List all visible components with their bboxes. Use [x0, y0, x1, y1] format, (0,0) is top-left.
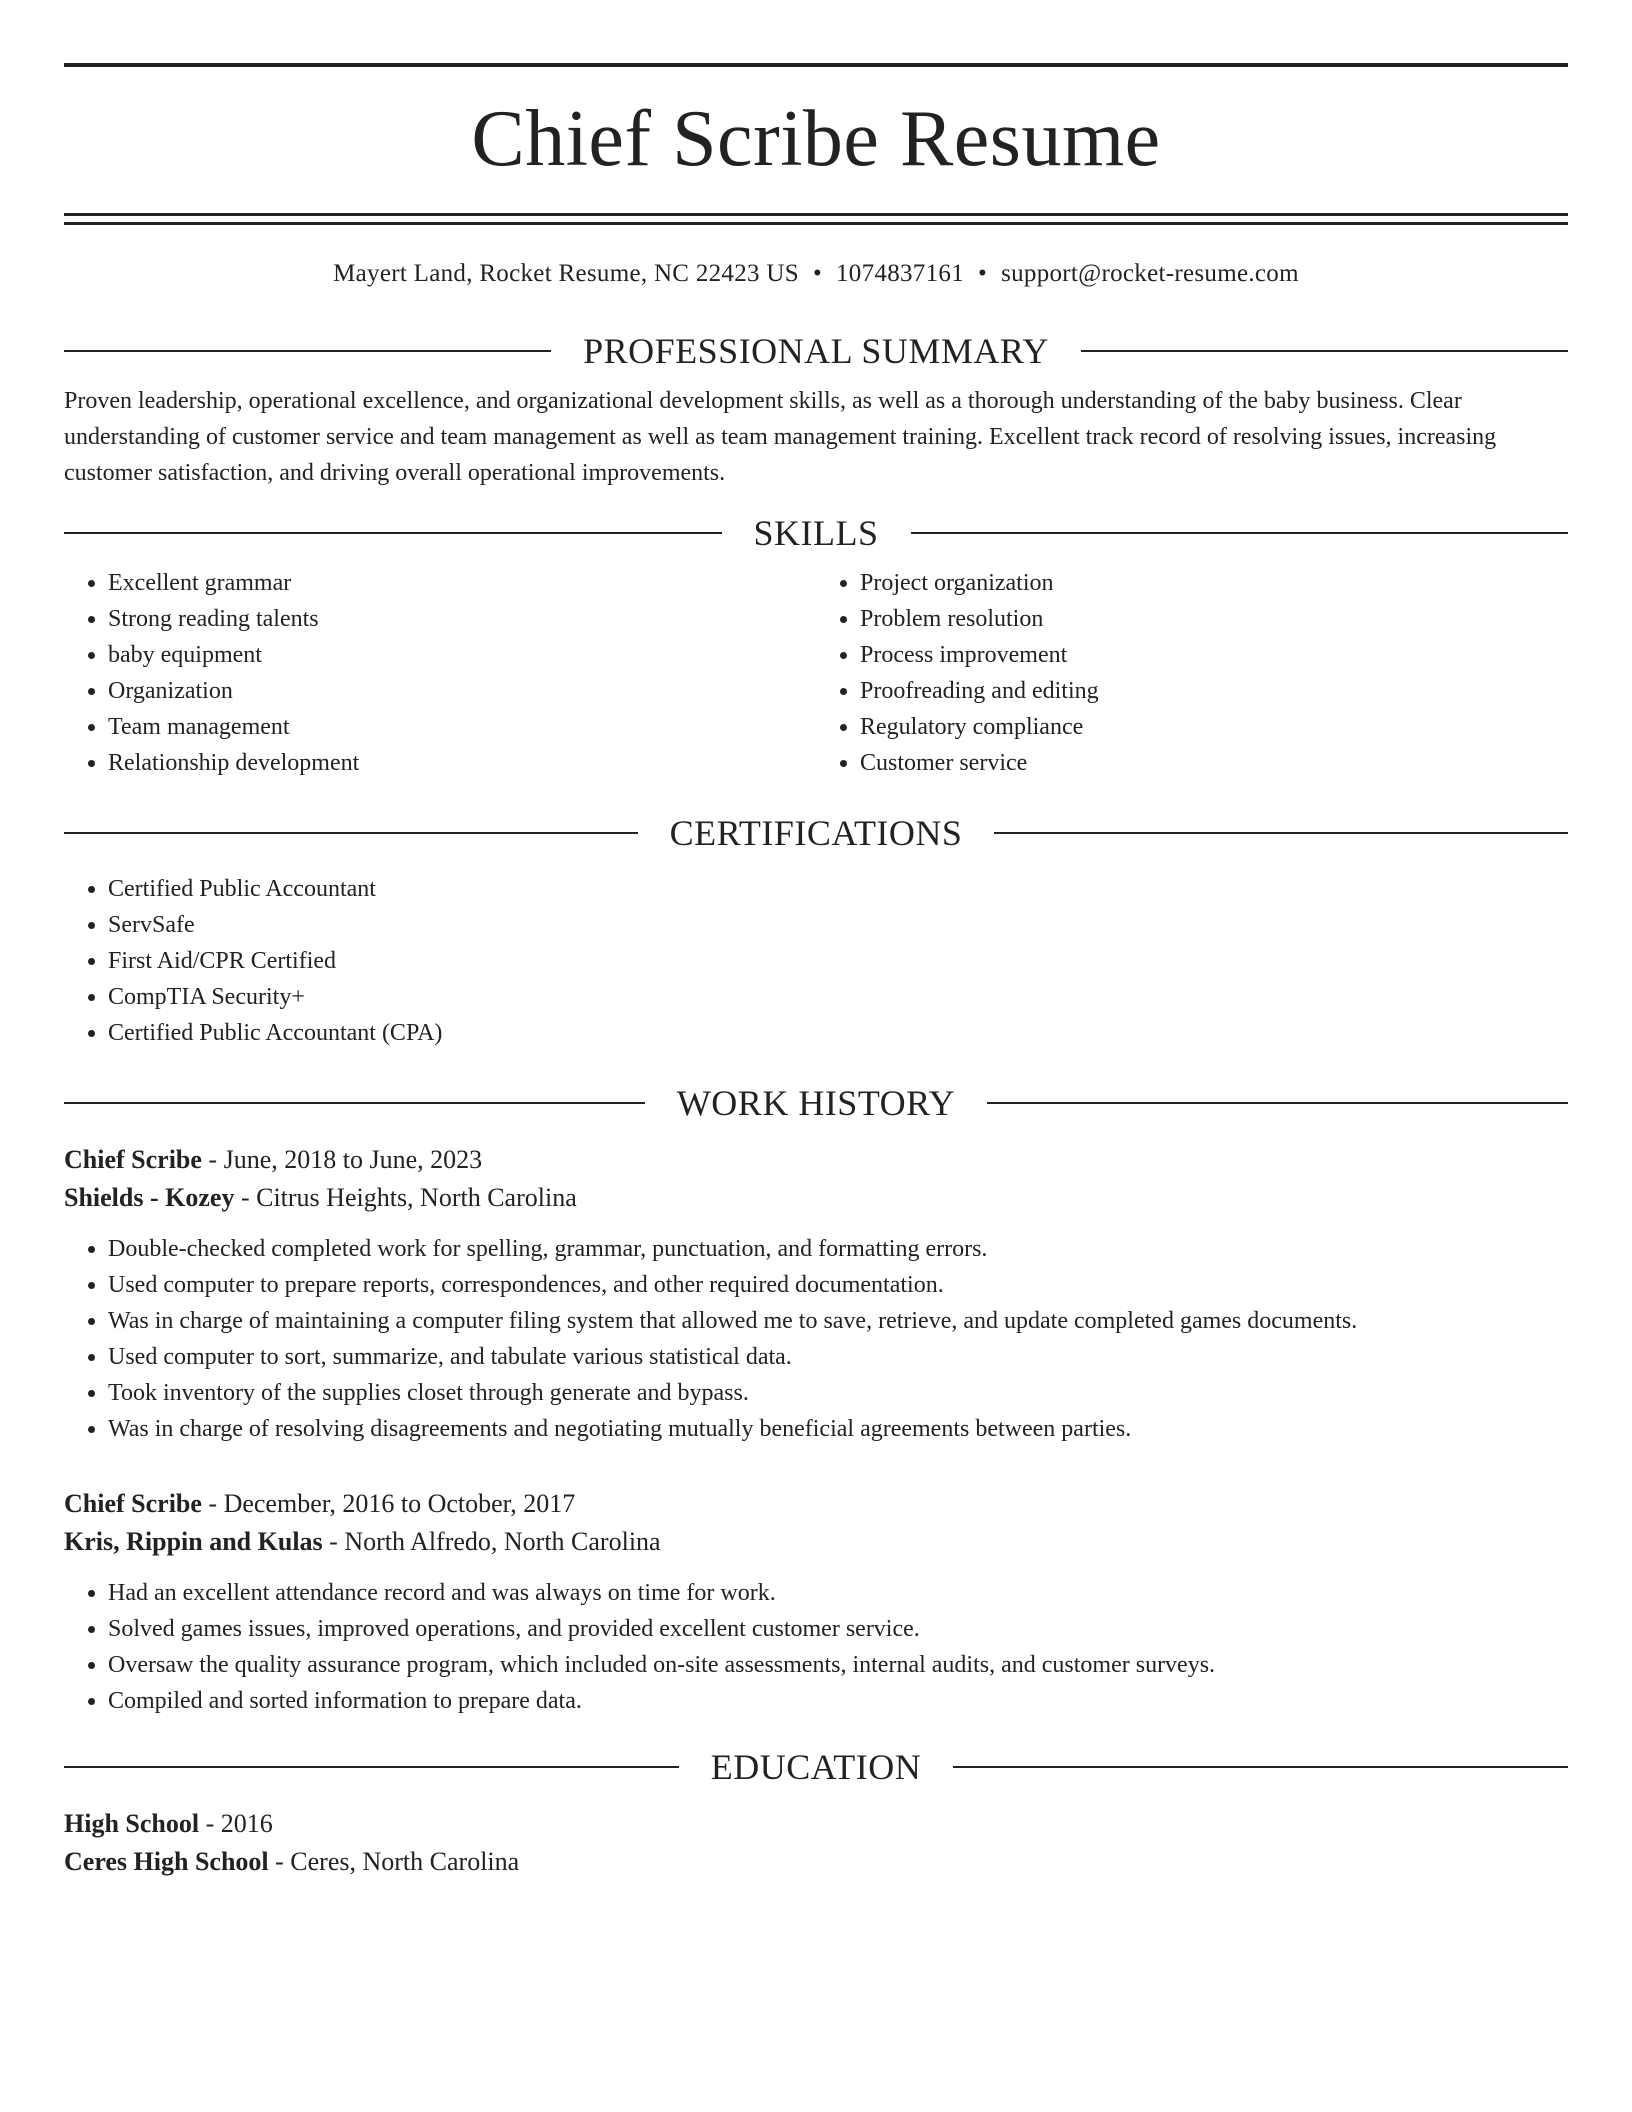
heading-rule-left — [64, 1766, 679, 1768]
list-item: • Project organization — [860, 565, 1568, 601]
contact-phone: 1074837161 — [836, 260, 964, 287]
job-company: Shields - Kozey — [64, 1183, 235, 1212]
contact-separator: • — [978, 260, 988, 287]
list-item: • Organization — [108, 673, 816, 709]
title-double-rule — [64, 213, 1568, 225]
section-title: SKILLS — [753, 513, 879, 553]
heading-rule-left — [64, 350, 551, 352]
list-item: • Relationship development — [108, 745, 816, 781]
list-item: • First Aid/CPR Certified — [108, 943, 1568, 979]
list-item: • Team management — [108, 709, 816, 745]
job-location: - North Alfredo, North Carolina — [322, 1527, 661, 1556]
heading-rule-right — [987, 1102, 1568, 1104]
job-entry — [64, 1141, 1568, 1447]
education-entry — [64, 1805, 1568, 1881]
heading-rule-right — [911, 532, 1569, 534]
skills-column-right — [816, 565, 1568, 781]
section-title: CERTIFICATIONS — [669, 813, 963, 853]
contact-line — [64, 259, 1568, 289]
heading-rule-left — [64, 1102, 645, 1104]
education-school: Ceres High School — [64, 1847, 269, 1876]
heading-rule-right — [953, 1766, 1568, 1768]
certifications-list — [64, 871, 1568, 1051]
job-title: Chief Scribe — [64, 1145, 202, 1174]
section-heading-education — [64, 1745, 1568, 1789]
job-entry — [64, 1485, 1568, 1719]
list-item: • ServSafe — [108, 907, 1568, 943]
heading-rule-left — [64, 532, 722, 534]
list-item: • Regulatory compliance — [860, 709, 1568, 745]
contact-address: Mayert Land, Rocket Resume, NC 22423 US — [333, 260, 799, 287]
job-bullets — [64, 1231, 1568, 1447]
job-company-line — [64, 1179, 1568, 1217]
list-item: • Solved games issues, improved operations, and provided excellent customer service. — [108, 1611, 1568, 1647]
job-company-line — [64, 1523, 1568, 1561]
section-heading-certifications — [64, 811, 1568, 855]
list-item: • Took inventory of the supplies closet through generate and bypass. — [108, 1375, 1568, 1411]
contact-email: support@rocket-resume.com — [1001, 260, 1299, 287]
education-location: - Ceres, North Carolina — [268, 1847, 520, 1876]
job-title-line — [64, 1485, 1568, 1523]
list-item: • baby equipment — [108, 637, 816, 673]
heading-rule-right — [994, 832, 1568, 834]
contact-separator: • — [812, 260, 822, 287]
skills-column-left — [64, 565, 816, 781]
job-title: Chief Scribe — [64, 1489, 202, 1518]
education-year: - 2016 — [199, 1809, 273, 1838]
list-item: • Oversaw the quality assurance program, which included on-site assessments, internal audits, and customer surveys. — [108, 1647, 1568, 1683]
list-item: • Used computer to sort, summarize, and tabulate various statistical data. — [108, 1339, 1568, 1375]
job-title-line — [64, 1141, 1568, 1179]
education-school-line — [64, 1843, 1568, 1881]
list-item: • Certified Public Accountant (CPA) — [108, 1015, 1568, 1051]
job-company: Kris, Rippin and Kulas — [64, 1527, 323, 1556]
section-title: PROFESSIONAL SUMMARY — [583, 331, 1049, 371]
section-heading-skills — [64, 511, 1568, 555]
list-item: • Strong reading talents — [108, 601, 816, 637]
list-item: • Had an excellent attendance record and was always on time for work. — [108, 1575, 1568, 1611]
list-item: • Was in charge of resolving disagreements and negotiating mutually beneficial agreements between parties. — [108, 1411, 1568, 1447]
job-bullets — [64, 1575, 1568, 1719]
top-rule — [64, 63, 1568, 67]
list-item: • Customer service — [860, 745, 1568, 781]
skills-list — [64, 565, 1568, 781]
section-title: WORK HISTORY — [676, 1083, 956, 1123]
education-degree-line — [64, 1805, 1568, 1843]
job-dates: - June, 2018 to June, 2023 — [201, 1145, 483, 1174]
list-item: • CompTIA Security+ — [108, 979, 1568, 1015]
list-item: • Double-checked completed work for spelling, grammar, punctuation, and formatting errors. — [108, 1231, 1568, 1267]
page-title: Chief Scribe Resume — [471, 95, 1161, 183]
list-item: • Certified Public Accountant — [108, 871, 1568, 907]
list-item: • Compiled and sorted information to prepare data. — [108, 1683, 1568, 1719]
summary-text: Proven leadership, operational excellence, and organizational development skills, as well as a thorough understanding of the baby business. Clear understanding of customer service and team management as well as team management training. Excellent track record of resolving issues, increasing customer satisfaction, and driving overall operational improvements. — [64, 388, 1497, 486]
heading-rule-left — [64, 832, 638, 834]
job-dates: - December, 2016 to October, 2017 — [201, 1489, 576, 1518]
section-heading-work-history — [64, 1081, 1568, 1125]
section-heading-summary — [64, 329, 1568, 373]
list-item: • Excellent grammar — [108, 565, 816, 601]
list-item: • Problem resolution — [860, 601, 1568, 637]
section-title: EDUCATION — [710, 1747, 922, 1787]
list-item: • Process improvement — [860, 637, 1568, 673]
list-item: • Proofreading and editing — [860, 673, 1568, 709]
job-location: - Citrus Heights, North Carolina — [234, 1183, 577, 1212]
list-item: • Was in charge of maintaining a computer filing system that allowed me to save, retrieve, and update completed games documents. — [108, 1303, 1568, 1339]
list-item: • Used computer to prepare reports, correspondences, and other required documentation. — [108, 1267, 1568, 1303]
heading-rule-right — [1081, 350, 1568, 352]
education-degree: High School — [64, 1809, 200, 1838]
